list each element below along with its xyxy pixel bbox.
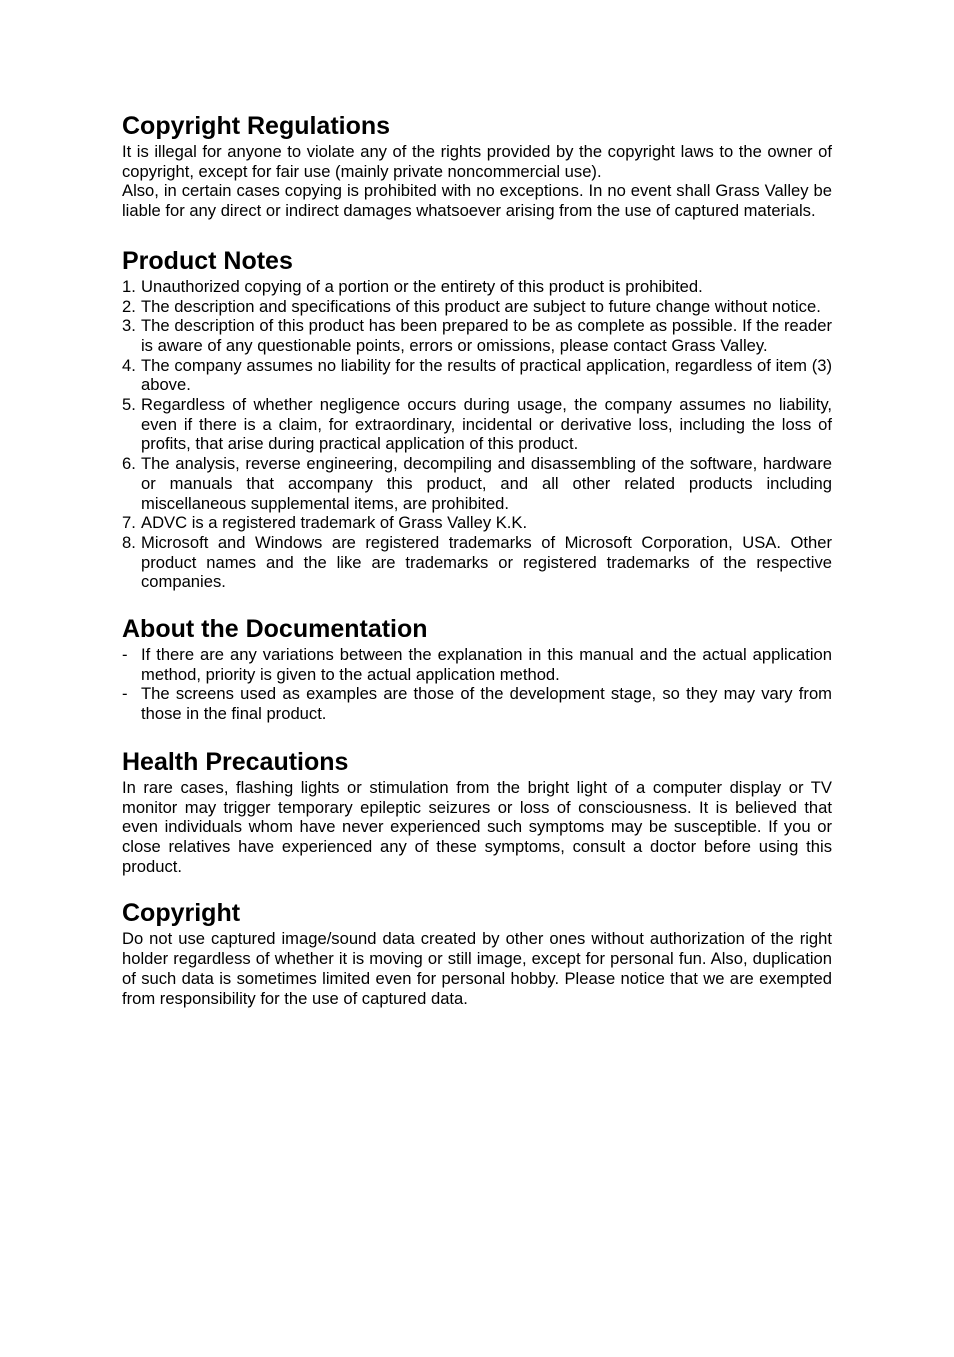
list-item (122, 277, 832, 297)
list-marker: 1. (122, 276, 136, 296)
list-marker: - (122, 645, 128, 665)
list-item (122, 395, 832, 454)
paragraph: It is illegal for anyone to violate any of the rights provided by the copyright laws to the owner of copyright, except for fair use (mainly private noncommercial use). (122, 142, 832, 181)
section-product-notes (122, 245, 832, 592)
paragraph: Do not use captured image/sound data created by other ones without authorization of the right holder regardless of whether it is moving or still image, except for personal fun. Also, duplication of such data is sometimes limited even for personal hobby. Please notice that we are exempted from responsibility for the use of captured data. (122, 929, 832, 1008)
list-item-text: The analysis, reverse engineering, decompiling and disassembling of the software, hardware or manuals that accompany this product, and all other related products including miscellaneous supplemental items, are prohibited. (141, 454, 832, 513)
list-marker: 5. (122, 395, 136, 415)
list-marker: 6. (122, 454, 136, 474)
paragraph: In rare cases, flashing lights or stimulation from the bright light of a computer display or TV monitor may trigger temporary epileptic seizures or loss of consciousness. It is believed that even individuals whom have never experienced such symptoms may be susceptible. If you or close relatives have experienced any of these symptoms, consult a doctor before using this product. (122, 777, 832, 876)
list-marker: 8. (122, 532, 136, 552)
list-item-text: The description of this product has been prepared to be as complete as possible. If the reader is aware of any questionable points, errors or omissions, please contact Grass Valley. (141, 316, 832, 355)
numbered-list (122, 277, 832, 592)
section-heading: Copyright (122, 899, 241, 928)
list-item-text: The screens used as examples are those of the development stage, so they may vary from those in the final product. (141, 684, 832, 724)
section-health-precautions (122, 746, 832, 877)
list-marker: 2. (122, 296, 136, 316)
list-item-text: The description and specifications of this product are subject to future change without notice. (141, 296, 821, 316)
section-heading: Health Precautions (122, 747, 349, 776)
list-marker: - (122, 684, 128, 704)
list-item (122, 645, 832, 684)
list-item-text: ADVC is a registered trademark of Grass Valley K.K. (141, 513, 528, 533)
paragraph: Also, in certain cases copying is prohibited with no exceptions. In no event shall Grass Valley be liable for any direct or indirect damages whatsoever arising from the use of captured materials. (122, 181, 832, 221)
list-item-text: The company assumes no liability for the results of practical application, regardless of item (3) above. (141, 355, 832, 395)
list-item-text: Unauthorized copying of a portion or the entirety of this product is prohibited. (141, 276, 703, 296)
list-item (122, 454, 832, 513)
document-page (122, 110, 832, 1032)
list-marker: 4. (122, 355, 136, 375)
list-item-text: Regardless of whether negligence occurs during usage, the company assumes no liability, even if there is a claim, for extraordinary, incidental or derivative loss, including the loss of profits, that arise during practical application of this product. (141, 395, 832, 454)
section-copyright (122, 897, 832, 1008)
list-marker: 3. (122, 316, 136, 336)
dash-list (122, 645, 832, 724)
list-item-text: If there are any variations between the explanation in this manual and the actual application method, priority is given to the actual application method. (141, 645, 832, 684)
list-item (122, 356, 832, 395)
list-item (122, 316, 832, 355)
section-about-documentation (122, 613, 832, 724)
section-heading: About the Documentation (122, 615, 428, 644)
list-item-text: Microsoft and Windows are registered trademarks of Microsoft Corporation, USA. Other product names and the like are trademarks or registered trademarks of the respective companies. (141, 532, 832, 592)
list-item (122, 533, 832, 592)
section-heading: Copyright Regulations (122, 112, 391, 140)
list-item (122, 513, 832, 533)
list-item (122, 684, 832, 723)
section-heading: Product Notes (122, 246, 293, 275)
section-copyright-regulations (122, 110, 832, 221)
list-marker: 7. (122, 513, 136, 533)
list-item (122, 297, 832, 317)
